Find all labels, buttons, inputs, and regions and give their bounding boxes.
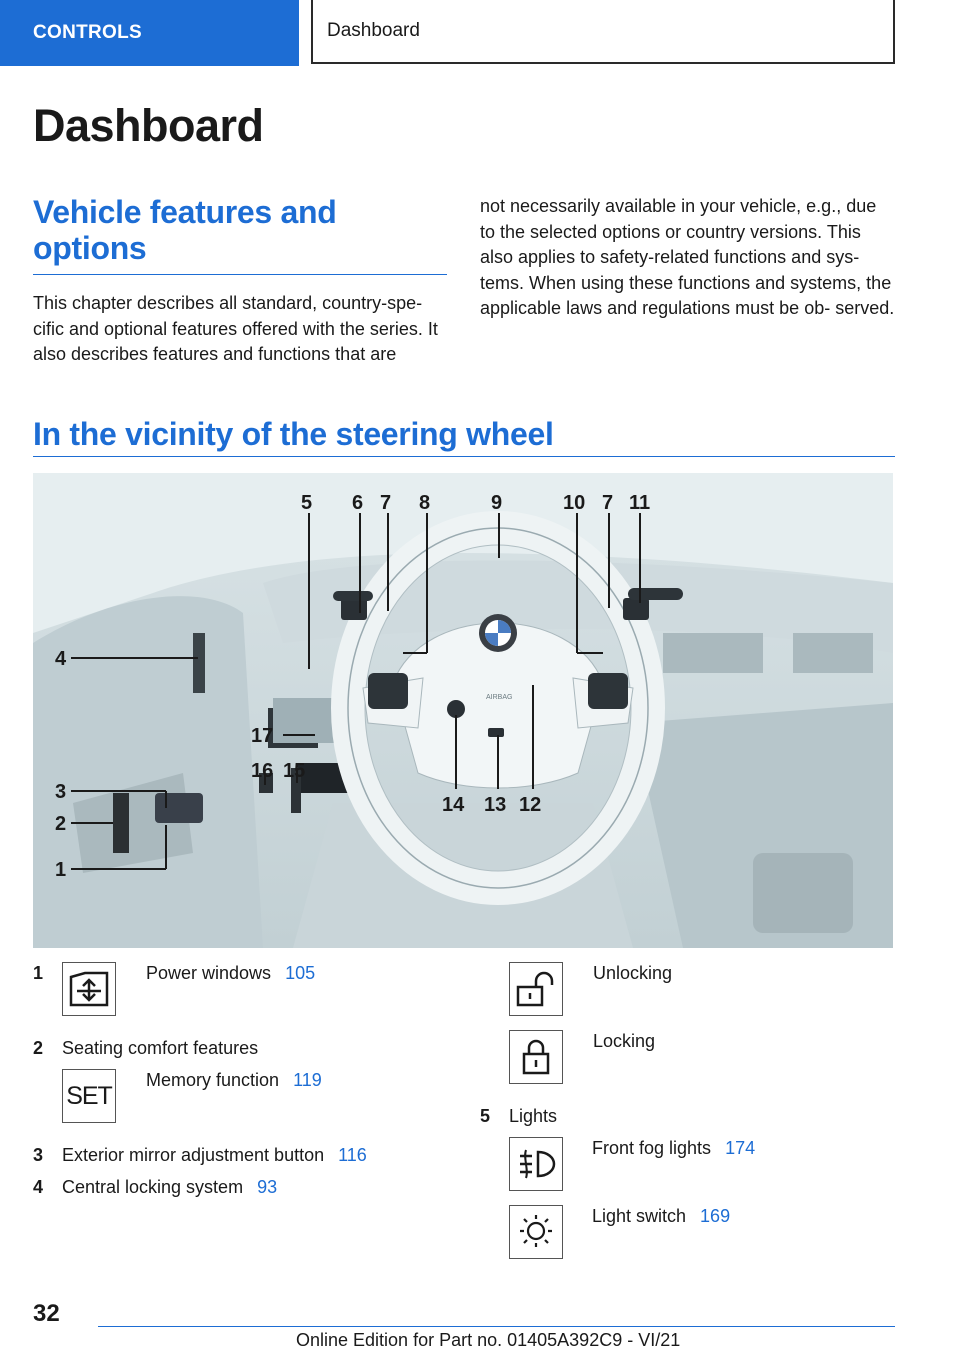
legend-item-memory[interactable]: Memory function 119: [146, 1070, 322, 1090]
section-tab[interactable]: [0, 0, 299, 66]
page-ref-174[interactable]: 174: [725, 1138, 756, 1158]
callout-14: 14: [442, 794, 465, 816]
callout-2: 2: [55, 813, 67, 835]
airbag-label: AIRBAG: [486, 694, 513, 701]
callout-7-right: 7: [602, 492, 614, 514]
section-title-steering-wheel: In the vicinity of the steering wheel: [33, 416, 895, 457]
callout-7-left: 7: [380, 492, 392, 514]
callout-12: 12: [519, 794, 542, 816]
legend-item-light-switch[interactable]: Light switch 169: [592, 1206, 731, 1226]
page-ref-116[interactable]: 116: [338, 1145, 367, 1165]
legend-num-3: 3: [33, 1145, 44, 1165]
callout-10: 10: [563, 492, 586, 514]
set-icon: SET: [62, 1069, 116, 1123]
dashboard-drawing: [33, 473, 893, 948]
legend-item-seating: Seating comfort features: [62, 1038, 259, 1058]
legend-num-4: 4: [33, 1177, 44, 1197]
page-ref-169[interactable]: 169: [700, 1206, 731, 1226]
section-tab-label: CONTROLS: [33, 22, 143, 43]
page-ref-105[interactable]: 105: [285, 963, 316, 983]
legend-item-central-locking[interactable]: Central locking system 93: [62, 1177, 278, 1197]
callout-16: 16: [251, 760, 274, 782]
callout-1: 1: [55, 859, 67, 881]
legend-item-lights: Lights: [509, 1106, 558, 1126]
callout-5: 5: [301, 492, 313, 514]
callout-3: 3: [55, 781, 67, 803]
power-window-icon: [62, 962, 116, 1016]
dashboard-illustration: [33, 473, 893, 948]
page-ref-93[interactable]: 93: [257, 1177, 278, 1197]
callout-11: 11: [629, 492, 651, 514]
callout-8: 8: [419, 492, 431, 514]
section-title-features: Vehicle features and options: [33, 194, 447, 275]
footer-edition: Online Edition for Part no. 01405A392C9 - VI/21: [296, 1330, 681, 1350]
page-number: 32: [33, 1300, 60, 1327]
callout-4: 4: [55, 648, 67, 670]
callout-6: 6: [352, 492, 364, 514]
legend-item-mirror[interactable]: Exterior mirror adjustment button 116: [62, 1145, 367, 1165]
page-ref-119[interactable]: 119: [293, 1070, 322, 1090]
legend-num-1: 1: [33, 963, 44, 983]
light-switch-icon: [509, 1205, 563, 1259]
intro-paragraph-left: This chapter describes all standard, country-spe- cific and optional features offered with the series. It also describes features and functions that are: [33, 293, 438, 364]
page-title: Dashboard: [33, 100, 264, 151]
callout-15: 15: [283, 760, 306, 782]
legend-item-power-windows[interactable]: Power windows 105: [146, 963, 316, 983]
callout-9: 9: [491, 492, 503, 514]
legend-num-2: 2: [33, 1038, 44, 1058]
legend-item-fog-lights[interactable]: Front fog lights 174: [592, 1138, 756, 1158]
lock-icon: [509, 1030, 563, 1084]
chapter-label: Dashboard: [327, 20, 420, 41]
fog-light-icon: [509, 1137, 563, 1191]
intro-paragraph-right: not necessarily available in your vehicle, e.g., due to the selected options or country versions. This also applies to safety-related functions and sys- tems. When using these functions and systems, the applicable laws and regulations must be ob- served.: [480, 196, 895, 318]
legend-item-locking: Locking: [593, 1031, 656, 1051]
callout-13: 13: [484, 794, 507, 816]
chapter-header: [311, 0, 895, 64]
footer-divider: [98, 1326, 895, 1327]
callout-17: 17: [251, 725, 274, 747]
unlock-icon: [509, 962, 563, 1016]
legend-num-5: 5: [480, 1106, 491, 1126]
legend-item-unlocking: Unlocking: [593, 963, 673, 983]
